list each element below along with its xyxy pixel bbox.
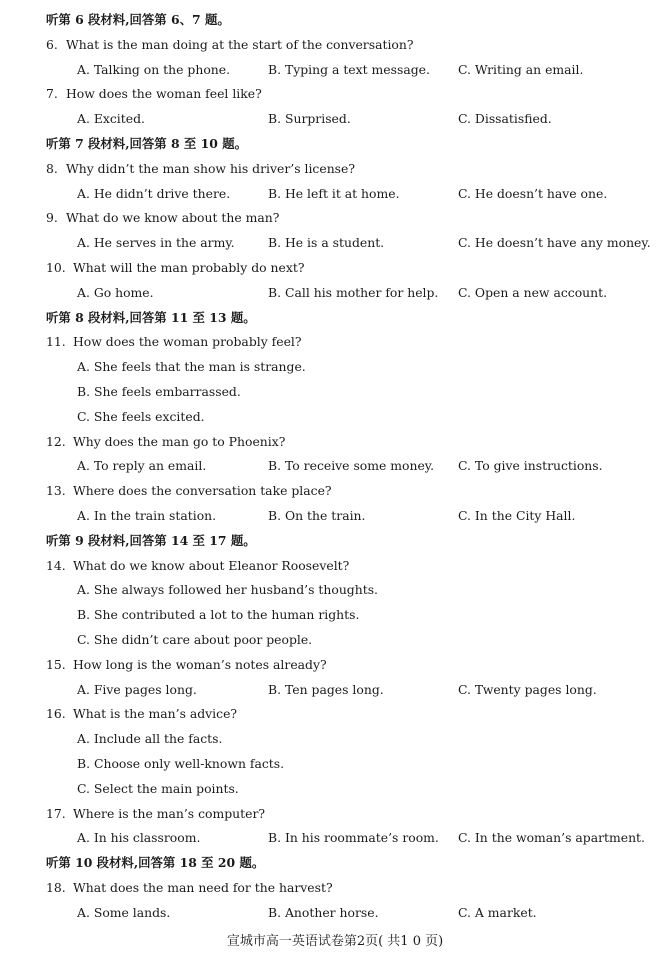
option-c: C. Twenty pages long. [458,681,597,697]
question-text: What do we know about the man? [66,210,280,226]
options-row [0,678,670,703]
option-row [0,578,670,603]
option-a: A. Talking on the phone. [77,61,231,77]
option-a: A. In the train station. [77,508,217,523]
option-b: B. In his roommate’s room. [268,830,439,846]
option-text: B. Choose only well-known facts. [77,756,285,771]
option-text: C. She feels excited. [77,408,205,424]
question-text: What do we know about Eleanor Roosevelt? [73,557,350,573]
question-text: Why does the man go to Phoenix? [73,433,286,449]
question-number: 15. [46,656,66,672]
option-b: B. He is a student. [268,235,385,251]
options-row [0,826,670,851]
question-number: 14. [46,557,66,573]
option-c: C. Writing an email. [458,61,584,77]
option-a: A. Go home. [77,284,154,300]
page-footer: 宣城市高一英语试卷第2页( 共1 0 页) [226,934,444,949]
option-a: A. To reply an email. [77,458,207,474]
option-c: C. In the City Hall. [458,508,576,523]
option-c: C. He doesn’t have any money. [458,235,651,251]
question-number: 10. [46,260,66,275]
option-c: C. In the woman’s apartment. [458,830,645,846]
question-number: 9. [46,210,58,226]
question-number: 12. [46,433,66,449]
option-a: A. Five pages long. [77,681,197,697]
instruction-text: 听第 8 段材料,回答第 11 至 13 题。 [46,309,256,325]
question-row [0,802,670,827]
instruction-text: 听第 6 段材料,回答第 6、7 题。 [46,12,230,27]
question-text: What does the man need for the harvest? [73,880,333,895]
question-text: How does the woman feel like? [66,86,262,102]
options-row [0,454,670,479]
option-text: C. Select the main points. [77,780,239,796]
section-instruction [0,8,670,33]
options-row [0,504,670,529]
options-row [0,182,670,207]
option-row [0,603,670,628]
option-b: B. Ten pages long. [268,681,384,697]
options-row [0,231,670,256]
option-row [0,405,670,430]
option-text: A. She always followed her husband’s thoughts. [77,582,378,598]
option-text: A. She feels that the man is strange. [77,359,306,375]
option-row [0,355,670,380]
question-row [0,82,670,107]
option-c: C. A market. [458,904,537,920]
option-a: A. Some lands. [77,904,171,920]
option-row [0,628,670,653]
question-row [0,702,670,727]
option-c: C. To give instructions. [458,458,603,474]
question-text: Where does the conversation take place? [73,483,332,499]
option-row [0,380,670,405]
instruction-text: 听第 7 段材料,回答第 8 至 10 题。 [46,136,247,151]
option-c: C. Open a new account. [458,284,608,300]
option-a: A. Excited. [77,111,145,127]
question-row [0,157,670,182]
option-b: B. Call his mother for help. [268,284,439,300]
question-text: Where is the man’s computer? [73,805,266,821]
question-number: 17. [46,805,66,821]
question-row [0,206,670,231]
question-row [0,876,670,901]
question-number: 13. [46,483,66,499]
section-instruction [0,851,670,876]
question-row [0,33,670,58]
option-a: A. He didn’t drive there. [77,185,231,201]
section-instruction [0,529,670,554]
option-b: B. He left it at home. [268,185,400,201]
question-text: What is the man’s advice? [73,706,238,722]
option-b: B. To receive some money. [268,458,435,474]
instruction-text: 听第 10 段材料,回答第 18 至 20 题。 [46,855,265,871]
option-row [0,777,670,802]
question-number: 7. [46,86,58,102]
question-text: How does the woman probably feel? [73,334,302,350]
question-text: Why didn’t the man show his driver’s license? [66,160,356,176]
option-a: A. He serves in the army. [77,235,235,251]
option-c: C. He doesn’t have one. [458,185,608,201]
question-row [0,479,670,504]
question-text: What is the man doing at the start of the conversation? [66,36,414,52]
option-b: B. Typing a text message. [268,61,430,77]
section-instruction [0,132,670,157]
option-text: B. She contributed a lot to the human rights. [77,607,360,623]
question-row [0,256,670,281]
option-text: C. She didn’t care about poor people. [77,632,313,647]
section-instruction [0,306,670,331]
option-b: B. Surprised. [268,111,351,127]
option-b: B. Another horse. [268,904,379,920]
options-row [0,901,670,926]
question-row [0,653,670,678]
question-row [0,554,670,579]
question-text: What will the man probably do next? [73,260,305,275]
option-text: B. She feels embarrassed. [77,384,241,399]
question-number: 6. [46,36,58,52]
option-row [0,752,670,777]
question-number: 18. [46,880,66,895]
options-row [0,58,670,83]
question-row [0,430,670,455]
question-number: 16. [46,706,66,722]
question-row [0,330,670,355]
option-a: A. In his classroom. [77,830,201,846]
option-text: A. Include all the facts. [77,731,223,747]
question-text: How long is the woman’s notes already? [73,656,327,672]
instruction-text: 听第 9 段材料,回答第 14 至 17 题。 [46,532,256,548]
question-number: 11. [46,334,66,350]
options-row [0,107,670,132]
option-c: C. Dissatisfied. [458,111,552,127]
option-b: B. On the train. [268,508,366,523]
question-number: 8. [46,160,58,176]
option-row [0,727,670,752]
options-row [0,281,670,306]
